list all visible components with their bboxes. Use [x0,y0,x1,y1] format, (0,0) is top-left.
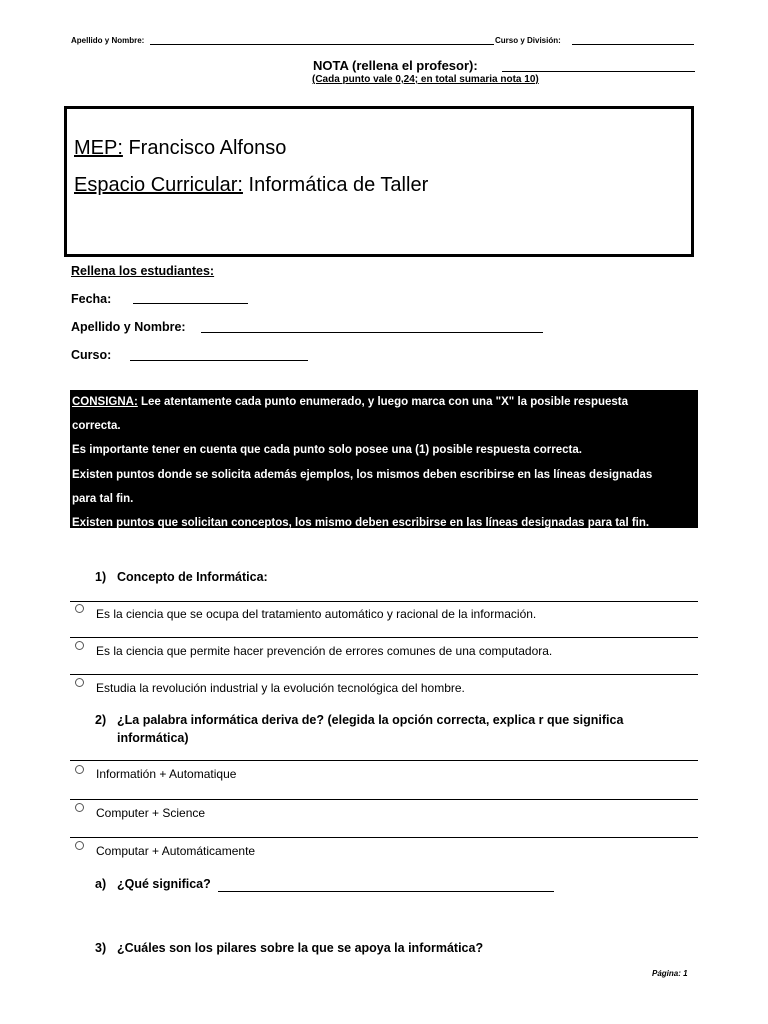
q2-option-3-radio[interactable] [75,841,84,850]
q1-option-1-radio[interactable] [75,604,84,613]
title-box [64,106,694,257]
divider [70,837,698,838]
consigna-line3: Es importante tener en cuenta que cada punto solo posee una (1) posible respuesta correcta. [72,444,582,457]
q1-option-3: Estudia la revolución industrial y la evolución tecnológica del hombre. [96,681,465,695]
curso-header-label: Curso y División: [495,36,561,45]
consigna-line5: para tal fin. [72,492,134,505]
consigna-block [70,390,698,528]
q2-option-1: Informatión + Automatique [96,767,237,781]
q3-number: 3) [95,941,107,955]
q2-option-2: Computer + Science [96,806,206,820]
nombre-field[interactable] [201,332,543,333]
q3-text: ¿Cuáles son los pilares sobre la que se apoya la informática? [117,941,484,955]
q2-option-3: Computar + Automáticamente [96,844,256,858]
divider [70,799,698,800]
q2-option-2-radio[interactable] [75,803,84,812]
q2a-number: a) [95,877,107,891]
q1-text: Concepto de Informática: [117,570,268,584]
nota-note: (Cada punto vale 0,24; en total sumaria nota 10) [312,74,539,85]
q1-option-2-radio[interactable] [75,641,84,650]
q2a-answer-field[interactable] [218,891,554,892]
nota-label: NOTA (rellena el profesor): [313,58,478,73]
q2-text-line2: informática) [117,731,189,745]
consigna-line2: correcta. [72,420,121,433]
q1-option-1: Es la ciencia que se ocupa del tratamiento automático y racional de la información. [96,607,537,621]
divider [70,760,698,761]
q2-text-line1: ¿La palabra informática deriva de? (elegida la opción correcta, explica r que significa [117,713,624,727]
divider [70,674,698,675]
mep-line [74,137,286,160]
curso-label: Curso: [71,348,112,362]
page-number: Página: 1 [652,969,688,978]
espacio-value: Informática de Taller [242,174,429,196]
q2a-text: ¿Qué significa? [117,877,211,891]
nombre-label: Apellido y Nombre: [71,320,186,334]
q1-number: 1) [95,570,107,584]
apellido-header-field[interactable] [150,44,494,45]
divider [70,637,698,638]
fecha-label: Fecha: [71,292,112,306]
mep-value: Francisco Alfonso [122,137,287,159]
q2-option-1-radio[interactable] [75,765,84,774]
nota-field[interactable] [502,71,695,72]
consigna-line1: Lee atentamente cada punto enumerado, y luego marca con una "X" la posible respuesta [137,396,629,408]
student-form-heading: Rellena los estudiantes: [71,264,215,278]
mep-label: MEP: [74,137,123,159]
q1-option-3-radio[interactable] [75,678,84,687]
consigna-line6: Existen puntos que solicitan conceptos, los mismo deben escribirse en las líneas designadas para tal fin. [72,517,650,530]
q1-option-2: Es la ciencia que permite hacer prevención de errores comunes de una computadora. [96,644,553,658]
espacio-line [74,174,428,197]
espacio-label: Espacio Curricular: [74,174,243,196]
curso-field[interactable] [130,360,308,361]
divider [70,601,698,602]
consigna-label: CONSIGNA: [72,396,138,408]
curso-header-field[interactable] [572,44,694,45]
fecha-field[interactable] [133,303,248,304]
consigna-line4: Existen puntos donde se solicita además ejemplos, los mismos deben escribirse en las líneas designadas [72,468,653,481]
q2-number: 2) [95,713,107,727]
apellido-header-label: Apellido y Nombre: [71,36,145,45]
